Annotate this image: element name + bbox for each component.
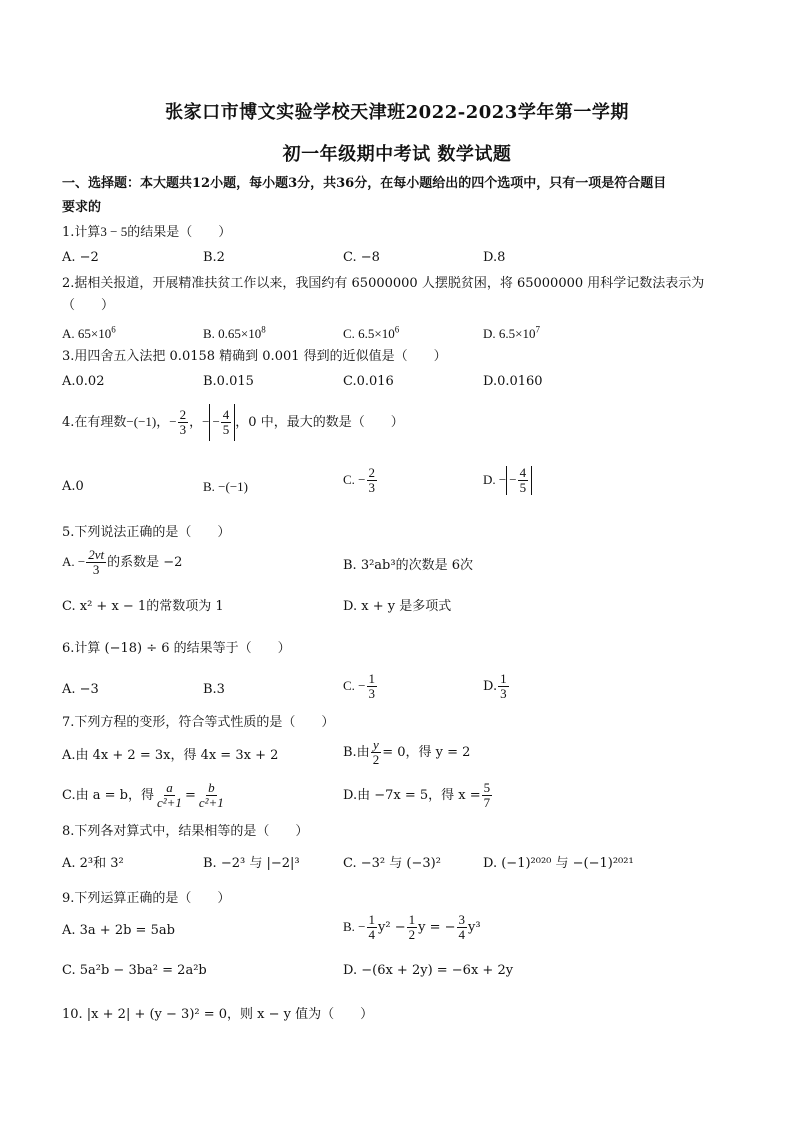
q4-abs-value: − $\frac{4}{5}$ (209, 404, 235, 441)
q8-option-a: A. 2³和 3² (62, 856, 124, 871)
q3-option-b: B.0.015 (203, 374, 254, 389)
section-heading-line1: 一、选择题：本大题共12小题，每小题3分，共36分，在每小题给出的四个选项中，只有一项是符合题目 (62, 176, 667, 191)
q4-option-a: A.0 (62, 479, 84, 494)
exam-title-line2: 初一年级期中考试 数学试题 (282, 144, 512, 165)
q9-option-a: A. 3a + 2b = 5ab (62, 923, 175, 938)
q7-option-c: C.由 a = b，得 $\frac{a}{\text{c²+1}}$ = $\frac{b}{\text{c²+1}}$ (62, 780, 224, 810)
question-1 (62, 221, 742, 244)
q3-option-c: C.0.016 (343, 374, 394, 389)
q5-option-b: B. 3²ab³的次数是 6次 (343, 558, 473, 573)
q6-option-b: B.3 (203, 682, 225, 697)
question-2 (62, 273, 742, 317)
q4-fraction-2-3: $\frac{2}{3}$ (179, 407, 187, 437)
q5-option-d: D. x + y 是多项式 (343, 599, 452, 614)
section-heading (62, 172, 742, 220)
q1-expr: 3 − 5 (100, 224, 128, 239)
q2-line2: （ ） (62, 298, 115, 313)
q4-option-d: D. − − $\frac{4}{5}$ (483, 466, 532, 495)
section-heading-line2: 要求的 (62, 200, 102, 215)
q2-option-c: C. $6.5\times 10^6$ (343, 324, 400, 341)
q1-option-a: A. −2 (62, 250, 99, 265)
q1-option-b: B.2 (203, 250, 225, 265)
q2-option-d: D. $6.5\times 10^7$ (483, 324, 540, 341)
q6-option-a: A. −3 (62, 682, 99, 697)
question-9: 9.下列运算正确的是（ ） (62, 891, 231, 906)
q4-option-b: B. −(−1) (203, 479, 248, 494)
q2-option-b: B. $0.65\times 10^8$ (203, 324, 266, 341)
question-7: 7.下列方程的变形，符合等式性质的是（ ） (62, 715, 335, 730)
q8-option-b: B. −2³ 与 |−2|³ (203, 856, 300, 871)
q9-option-c: C. 5a²b − 3ba² = 2a²b (62, 963, 207, 978)
q2-line1: 2.据相关报道，开展精准扶贫工作以来，我国约有 65000000 人摆脱贫困，将 65000000 用科学记数法表示为 (62, 276, 705, 291)
question-3: 3.用四舍五入法把 0.0158 精确到 0.001 得到的近似值是（ ） (62, 349, 447, 364)
q6-option-c: C. − $\frac{1}{3}$ (343, 671, 376, 701)
question-5: 5.下列说法正确的是（ ） (62, 525, 231, 540)
question-8: 8.下列各对算式中，结果相等的是（ ） (62, 824, 309, 839)
q2-option-a: A. $65\times 10^6$ (62, 324, 116, 341)
q9-option-d: D. −(6x + 2y) = −6x + 2y (343, 963, 514, 978)
question-6: 6.计算 (−18) ÷ 6 的结果等于（ ） (62, 641, 291, 656)
q1-number: 1. (62, 225, 75, 240)
q1-post: 的结果是（ ） (127, 225, 232, 240)
question-10: 10. |x + 2| + (y − 3)² = 0，则 x − y 值为（ ） (62, 1007, 374, 1022)
q1-option-d: D.8 (483, 250, 506, 265)
exam-title-line1: 张家口市博文实验学校天津班2022-2023学年第一学期 (165, 102, 629, 123)
q6-option-d: D. $\frac{1}{3}$ (483, 671, 507, 701)
q7-option-d: D.由 −7x = 5，得 x = $\frac{5}{7}$ (343, 780, 491, 810)
q1-pre: 计算 (74, 225, 101, 240)
q3-option-d: D.0.0160 (483, 374, 543, 389)
q8-option-c: C. −3² 与 (−3)² (343, 856, 441, 871)
q7-option-a: A.由 4x + 2 = 3x，得 4x = 3x + 2 (62, 748, 279, 763)
q5-option-c: C. x² + x − 1的常数项为 1 (62, 599, 224, 614)
q5-option-a: A. − $\frac{2vt}{3}$ 的系数是 −2 (62, 547, 183, 577)
q8-option-d: D. (−1)²⁰²⁰ 与 −(−1)²⁰²¹ (483, 856, 634, 871)
q9-option-b: B. − $\frac{1}{4}$ y² − $\frac{1}{2}$ y = − $\frac{3}{4}$ y³ (343, 912, 481, 942)
question-4: 4.在有理数−(−1)，− $\frac{2}{3}$ ，− − $\frac{4}{5}$ ，0 中，最大的数是（ ） (62, 404, 742, 441)
q4-option-c: C. − $\frac{2}{3}$ (343, 465, 376, 495)
q1-option-c: C. −8 (343, 250, 380, 265)
q7-option-b: B.由 $\frac{y}{2}$ = 0，得 y = 2 (343, 737, 471, 767)
q3-option-a: A.0.02 (62, 374, 105, 389)
